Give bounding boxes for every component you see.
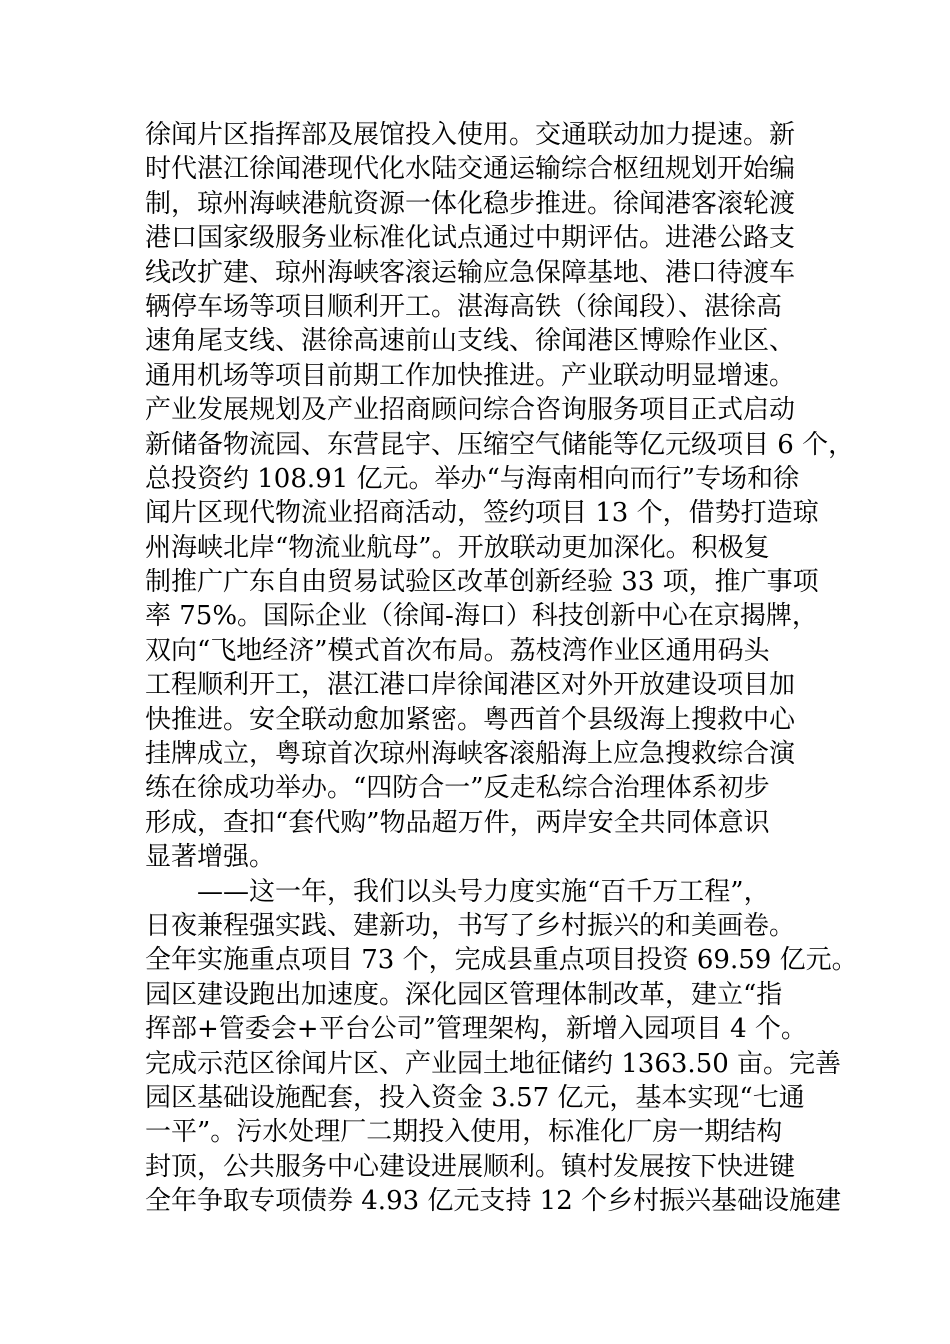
- text-line: 时代湛江徐闻港现代化水陆交通运输综合枢纽规划开始编: [145, 154, 796, 185]
- text-line: 产业发展规划及产业招商顾问综合咨询服务项目正式启动: [145, 395, 796, 426]
- text-line: 全年实施重点项目 73 个，完成县重点项目投资 69.59 亿元。: [145, 945, 858, 976]
- text-line: 园区基础设施配套，投入资金 3.57 亿元，基本实现“七通: [145, 1082, 805, 1113]
- text-line: 工程顺利开工，湛江港口岸徐闻港区对外开放建设项目加: [145, 670, 796, 701]
- text-line: 显著增强。: [145, 842, 276, 873]
- text-line: 新储备物流园、东营昆宇、压缩空气储能等亿元级项目 6 个，: [145, 429, 855, 460]
- text-line: 制，琼州海峡港航资源一体化稳步推进。徐闻港客滚轮渡: [145, 188, 796, 219]
- text-line: 挥部+管委会+平台公司”管理架构，新增入园项目 4 个。: [145, 1014, 807, 1045]
- text-line: 通用机场等项目前期工作加快推进。产业联动明显增速。: [145, 360, 796, 391]
- text-line: 徐闻片区指挥部及展馆投入使用。交通联动加力提速。新: [145, 120, 796, 150]
- text-line: 快推进。安全联动愈加紧密。粤西首个县级海上搜救中心: [145, 704, 796, 735]
- text-line: 港口国家级服务业标准化试点通过中期评估。进港公路支: [145, 223, 796, 254]
- text-line: 总投资约 108.91 亿元。举办“与海南相向而行”专场和徐: [145, 463, 800, 494]
- text-line: 练在徐成功举办。“四防合一”反走私综合治理体系初步: [145, 773, 770, 804]
- text-line: 辆停车场等项目顺利开工。湛海高铁（徐闻段）、湛徐高: [145, 291, 783, 322]
- text-line: 制推广广东自由贸易试验区改革创新经验 33 项，推广事项: [145, 567, 819, 598]
- text-line: 园区建设跑出加速度。深化园区管理体制改革，建立“指: [145, 979, 783, 1010]
- text-line: 日夜兼程强实践、建新功，书写了乡村振兴的和美画卷。: [145, 910, 796, 941]
- text-line: 完成示范区徐闻片区、产业园土地征储约 1363.50 亩。完善: [145, 1048, 842, 1079]
- text-line: 率 75%。国际企业（徐闻-海口）科技创新中心在京揭牌，: [145, 601, 818, 632]
- text-line: 线改扩建、琼州海峡客滚运输应急保障基地、港口待渡车: [145, 257, 796, 288]
- body-text: [145, 118, 858, 1219]
- text-line: 挂牌成立，粤琼首次琼州海峡客滚船海上应急搜救综合演: [145, 739, 796, 770]
- text-line: 闻片区现代物流业招商活动，签约项目 13 个，借势打造琼: [145, 498, 819, 529]
- text-line: 全年争取专项债券 4.93 亿元支持 12 个乡村振兴基础设施建: [145, 1186, 842, 1217]
- text-line: 速角尾支线、湛徐高速前山支线、徐闻港区博赊作业区、: [145, 326, 796, 357]
- text-line: 一平”。污水处理厂二期投入使用，标准化厂房一期结构: [145, 1117, 783, 1148]
- text-line: 双向“飞地经济”模式首次布局。荔枝湾作业区通用码头: [145, 635, 770, 666]
- text-line: 封顶，公共服务中心建设进展顺利。镇村发展按下快进键: [145, 1151, 796, 1182]
- text-line: 形成，查扣“套代购”物品超万件，两岸安全共同体意识: [145, 807, 770, 838]
- text-line: ——这一年，我们以头号力度实施“百千万工程”，: [145, 876, 770, 907]
- text-line: 州海峡北岸“物流业航母”。开放联动更加深化。积极复: [145, 532, 770, 563]
